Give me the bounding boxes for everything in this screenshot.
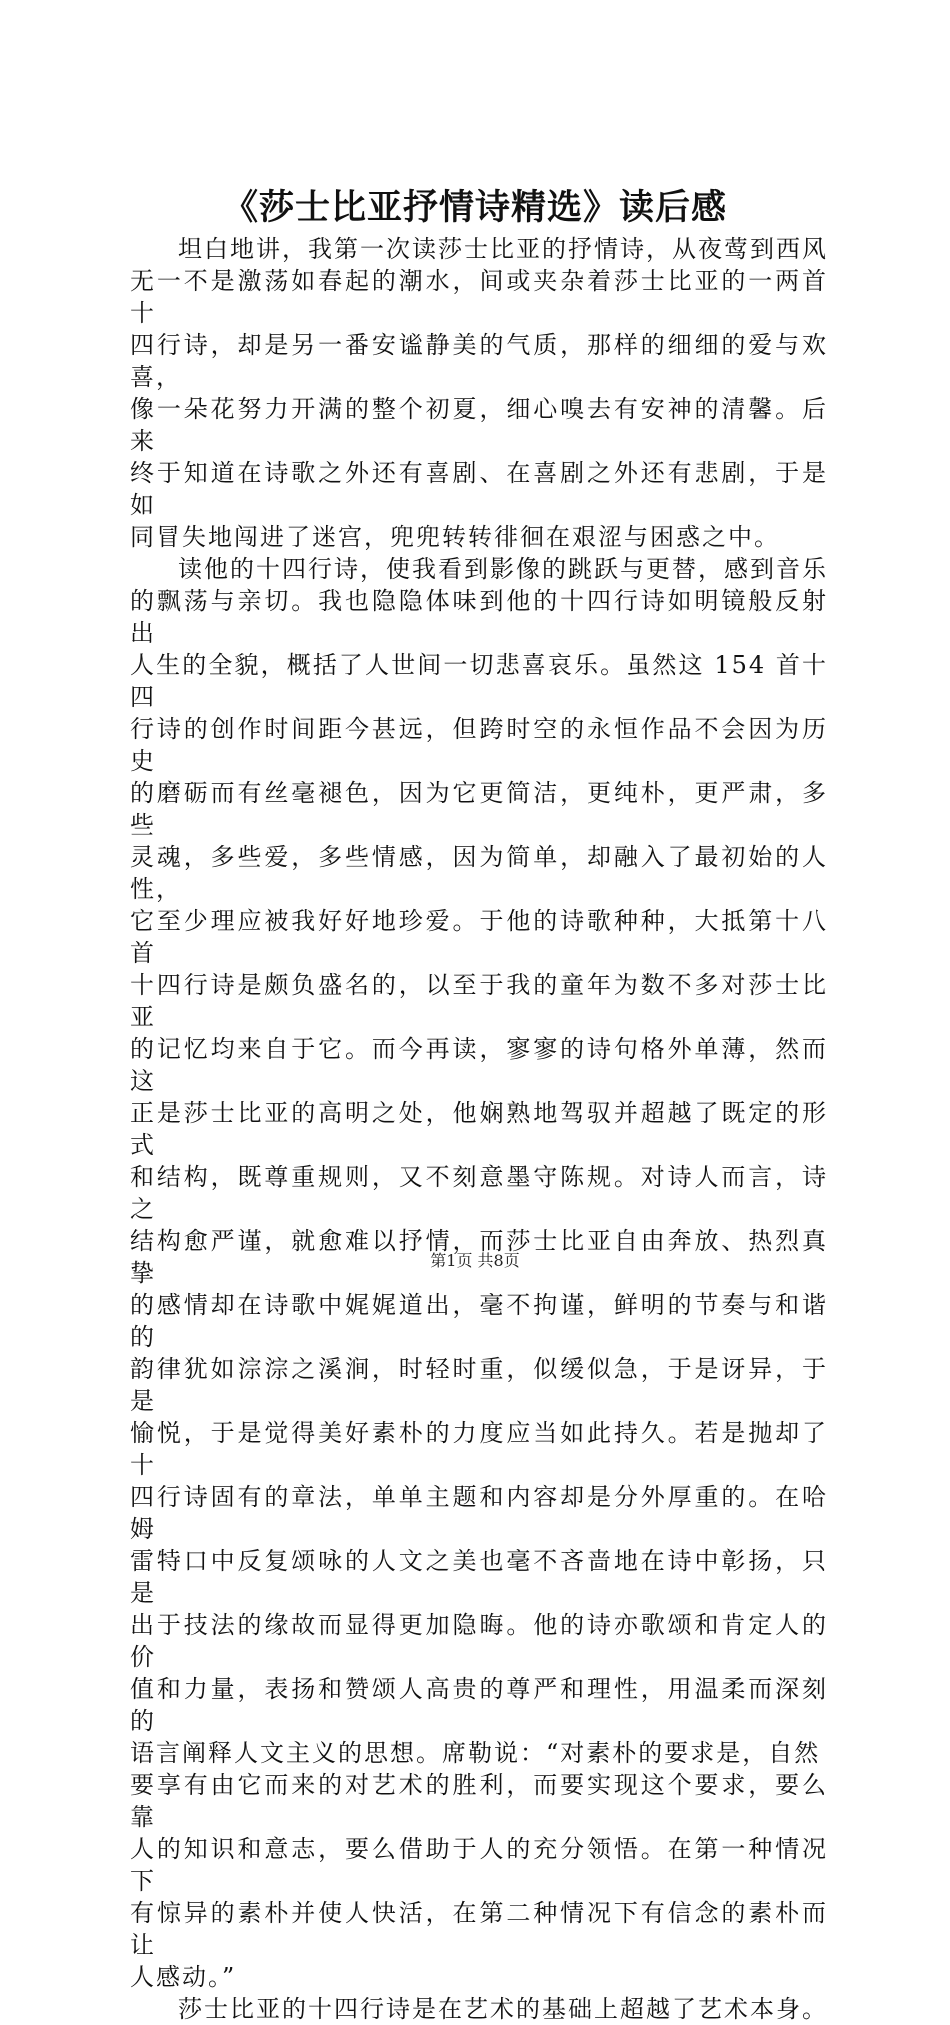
document-title: 《莎士比亚抒情诗精选》读后感: [222, 187, 727, 228]
paragraph-2: 读他的十四行诗，使我看到影像的跳跃与更替，感到音乐 的飘荡与亲切。我也隐隐体味到他的十四行诗如明镜般反射出 人生的全貌，概括了人世间一切悲喜哀乐。虽然这 154 首十四 行诗的创作时间距今甚远，但跨时空的永恒作品不会因为历史 的磨砺而有丝毫褪色，因为它更简洁，更纯朴，更严肃，多些 灵魂，多些爱，多些情感，因为简单，却融入了最初始的人性， 它至少理应被我好好地珍爱。于他的诗歌种种，大抵第十八首 十四行诗是颇负盛名的，以至于我的童年为数不多对莎士比亚 的记忆均来自于它。而今再读，寥寥的诗句格外单薄，然而这 正是莎士比亚的高明之处，他娴熟地驾驭并超越了既定的形式 和结构，既尊重规则，又不刻意墨守陈规。对诗人而言，诗之 结构愈严谨，就愈难以抒情，而莎士比亚自由奔放、热烈真挚 的感情却在诗歌中娓娓道出，毫不拘谨，鲜明的节奏与和谐的 韵律犹如淙淙之溪涧，时轻时重，似缓似急，于是讶异，于是 愉悦，于是觉得美好素朴的力度应当如此持久。若是抛却了十 四行诗固有的章法，单单主题和内容却是分外厚重的。在哈姆 雷特口中反复颂咏的人文之美也毫不吝啬地在诗中彰扬，只是 出于技法的缘故而显得更加隐晦。他的诗亦歌颂和肯定人的价 值和力量，表扬和赞颂人高贵的尊严和理性，用温柔而深刻的 语言阐释人文主义的思想。席勒说：“对素朴的要求是，自然 要享有由它而来的对艺术的胜利，而要实现这个要求，要么靠 人的知识和意志，要么借助于人的充分领悟。在第一种情况下 有惊异的素朴并使人快活，在第二种情况下有信念的素朴而让 人感动。”: [130, 555, 828, 1991]
document-body: [130, 233, 828, 2025]
page-footer: 第1页 共8页: [430, 1251, 520, 1270]
paragraph-3: 莎士比亚的十四行诗是在艺术的基础上超越了艺术本身。: [178, 1995, 828, 2023]
paragraph-1: 坦白地讲，我第一次读莎士比亚的抒情诗，从夜莺到西风 无一不是激荡如春起的潮水，间或夹杂着莎士比亚的一两首十 四行诗，却是另一番安谧静美的气质，那样的细细的爱与欢喜， 像一朵花努力开满的整个初夏，细心嗅去有安神的清馨。后来 终于知道在诗歌之外还有喜剧、在喜剧之外还有悲剧，于是如 同冒失地闯进了迷宫，兜兜转转徘徊在艰涩与困惑之中。: [130, 235, 828, 551]
